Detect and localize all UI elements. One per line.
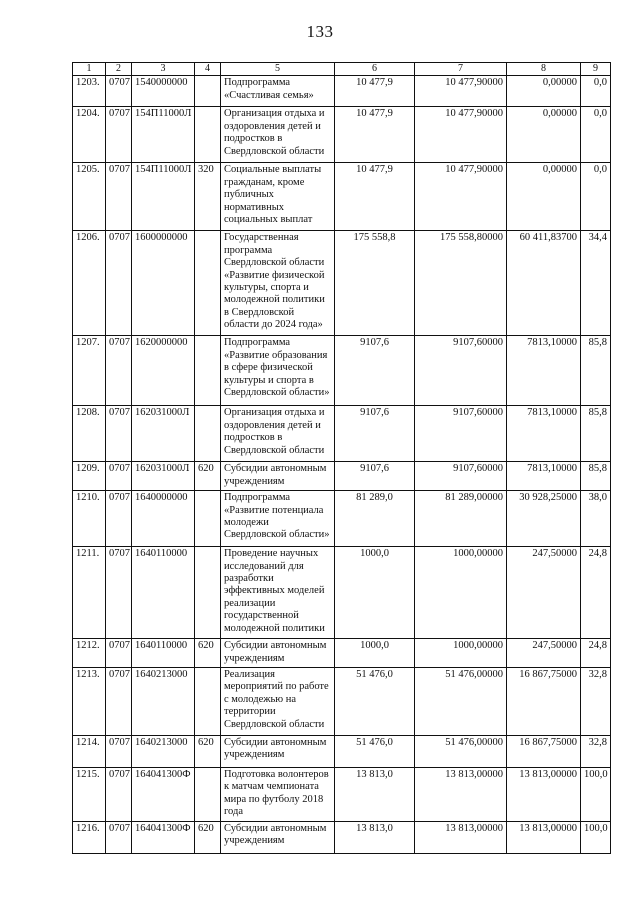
row-number-cell: 1215. <box>73 768 106 822</box>
table-body <box>73 76 611 853</box>
item-name-cell: Организация отдыха и оздоровления детей и подростков в Свердловской области <box>221 406 335 462</box>
percent-cell: 32,8 <box>581 668 611 736</box>
table-row <box>73 821 611 853</box>
table-row <box>73 491 611 547</box>
plan-amount-cell: 10 477,9 <box>335 76 415 107</box>
row-number-cell: 1213. <box>73 668 106 736</box>
target-code-cell: 1620000000 <box>132 336 195 406</box>
target-code-cell: 154П11000Л <box>132 107 195 163</box>
allocated-amount-cell: 51 476,00000 <box>415 668 507 736</box>
row-number-cell: 1211. <box>73 547 106 639</box>
allocated-amount-cell: 13 813,00000 <box>415 821 507 853</box>
item-name-cell: Субсидии автономным учреждениям <box>221 639 335 668</box>
executed-amount-cell: 0,00000 <box>507 107 581 163</box>
item-name-cell: Государственная программа Свердловской области «Развитие физической культуры, спорта и молодежной политики в Свердловской области до 2024 года» <box>221 231 335 336</box>
column-header: 2 <box>106 63 132 76</box>
allocated-amount-cell: 10 477,90000 <box>415 163 507 231</box>
executed-amount-cell: 13 813,00000 <box>507 821 581 853</box>
expense-type-cell <box>195 768 221 822</box>
table-row <box>73 76 611 107</box>
allocated-amount-cell: 9107,60000 <box>415 336 507 406</box>
target-code-cell: 162031000Л <box>132 462 195 491</box>
table-row <box>73 462 611 491</box>
executed-amount-cell: 0,00000 <box>507 76 581 107</box>
allocated-amount-cell: 1000,00000 <box>415 639 507 668</box>
plan-amount-cell: 1000,0 <box>335 547 415 639</box>
section-code-cell: 0707 <box>106 231 132 336</box>
column-header: 5 <box>221 63 335 76</box>
plan-amount-cell: 9107,6 <box>335 462 415 491</box>
item-name-cell: Субсидии автономным учреждениям <box>221 821 335 853</box>
item-name-cell: Подпрограмма «Развитие образования в сфере физической культуры и спорта в Свердловской области» <box>221 336 335 406</box>
percent-cell: 85,8 <box>581 336 611 406</box>
plan-amount-cell: 1000,0 <box>335 639 415 668</box>
row-number-cell: 1209. <box>73 462 106 491</box>
expense-type-cell: 620 <box>195 821 221 853</box>
executed-amount-cell: 0,00000 <box>507 163 581 231</box>
percent-cell: 0,0 <box>581 76 611 107</box>
table-row <box>73 547 611 639</box>
plan-amount-cell: 51 476,0 <box>335 736 415 768</box>
section-code-cell: 0707 <box>106 668 132 736</box>
column-header: 3 <box>132 63 195 76</box>
item-name-cell: Реализация мероприятий по работе с молодежью на территории Свердловской области <box>221 668 335 736</box>
percent-cell: 85,8 <box>581 462 611 491</box>
section-code-cell: 0707 <box>106 768 132 822</box>
row-number-cell: 1206. <box>73 231 106 336</box>
target-code-cell: 1640000000 <box>132 491 195 547</box>
target-code-cell: 164041300Ф <box>132 768 195 822</box>
plan-amount-cell: 81 289,0 <box>335 491 415 547</box>
table-row <box>73 639 611 668</box>
allocated-amount-cell: 10 477,90000 <box>415 76 507 107</box>
table-row <box>73 406 611 462</box>
executed-amount-cell: 7813,10000 <box>507 336 581 406</box>
executed-amount-cell: 247,50000 <box>507 639 581 668</box>
row-number-cell: 1205. <box>73 163 106 231</box>
budget-table <box>72 62 611 854</box>
percent-cell: 0,0 <box>581 107 611 163</box>
table-row <box>73 163 611 231</box>
table-row <box>73 768 611 822</box>
expense-type-cell <box>195 668 221 736</box>
section-code-cell: 0707 <box>106 406 132 462</box>
column-header: 9 <box>581 63 611 76</box>
item-name-cell: Подпрограмма «Развитие потенциала молодежи Свердловской области» <box>221 491 335 547</box>
allocated-amount-cell: 51 476,00000 <box>415 736 507 768</box>
item-name-cell: Подпрограмма «Счастливая семья» <box>221 76 335 107</box>
section-code-cell: 0707 <box>106 336 132 406</box>
percent-cell: 0,0 <box>581 163 611 231</box>
expense-type-cell <box>195 406 221 462</box>
page-number: 133 <box>306 22 334 41</box>
section-code-cell: 0707 <box>106 639 132 668</box>
column-header: 8 <box>507 63 581 76</box>
column-header: 4 <box>195 63 221 76</box>
column-header: 1 <box>73 63 106 76</box>
executed-amount-cell: 16 867,75000 <box>507 668 581 736</box>
expense-type-cell <box>195 491 221 547</box>
row-number-cell: 1216. <box>73 821 106 853</box>
row-number-cell: 1203. <box>73 76 106 107</box>
percent-cell: 85,8 <box>581 406 611 462</box>
executed-amount-cell: 7813,10000 <box>507 406 581 462</box>
table-row <box>73 668 611 736</box>
percent-cell: 24,8 <box>581 547 611 639</box>
expense-type-cell: 620 <box>195 736 221 768</box>
target-code-cell: 1640213000 <box>132 668 195 736</box>
expense-type-cell <box>195 231 221 336</box>
percent-cell: 32,8 <box>581 736 611 768</box>
executed-amount-cell: 7813,10000 <box>507 462 581 491</box>
table-row <box>73 107 611 163</box>
allocated-amount-cell: 1000,00000 <box>415 547 507 639</box>
allocated-amount-cell: 13 813,00000 <box>415 768 507 822</box>
plan-amount-cell: 13 813,0 <box>335 821 415 853</box>
expense-type-cell: 620 <box>195 639 221 668</box>
percent-cell: 38,0 <box>581 491 611 547</box>
expense-type-cell <box>195 107 221 163</box>
target-code-cell: 154П11000Л <box>132 163 195 231</box>
target-code-cell: 162031000Л <box>132 406 195 462</box>
item-name-cell: Субсидии автономным учреждениям <box>221 736 335 768</box>
percent-cell: 100,0 <box>581 768 611 822</box>
target-code-cell: 1640110000 <box>132 639 195 668</box>
target-code-cell: 1640110000 <box>132 547 195 639</box>
expense-type-cell <box>195 336 221 406</box>
executed-amount-cell: 16 867,75000 <box>507 736 581 768</box>
row-number-cell: 1204. <box>73 107 106 163</box>
table-row <box>73 736 611 768</box>
plan-amount-cell: 9107,6 <box>335 336 415 406</box>
item-name-cell: Подготовка волонтеров к матчам чемпионата мира по футболу 2018 года <box>221 768 335 822</box>
target-code-cell: 1640213000 <box>132 736 195 768</box>
item-name-cell: Проведение научных исследований для разработки эффективных моделей реализации государственной молодежной политики <box>221 547 335 639</box>
expense-type-cell: 320 <box>195 163 221 231</box>
allocated-amount-cell: 175 558,80000 <box>415 231 507 336</box>
target-code-cell: 164041300Ф <box>132 821 195 853</box>
section-code-cell: 0707 <box>106 107 132 163</box>
plan-amount-cell: 9107,6 <box>335 406 415 462</box>
expense-type-cell <box>195 547 221 639</box>
percent-cell: 24,8 <box>581 639 611 668</box>
target-code-cell: 1540000000 <box>132 76 195 107</box>
plan-amount-cell: 10 477,9 <box>335 163 415 231</box>
section-code-cell: 0707 <box>106 547 132 639</box>
table-row <box>73 231 611 336</box>
section-code-cell: 0707 <box>106 821 132 853</box>
executed-amount-cell: 13 813,00000 <box>507 768 581 822</box>
section-code-cell: 0707 <box>106 462 132 491</box>
executed-amount-cell: 247,50000 <box>507 547 581 639</box>
table-header-row <box>73 63 611 76</box>
plan-amount-cell: 175 558,8 <box>335 231 415 336</box>
allocated-amount-cell: 81 289,00000 <box>415 491 507 547</box>
expense-type-cell: 620 <box>195 462 221 491</box>
row-number-cell: 1207. <box>73 336 106 406</box>
allocated-amount-cell: 10 477,90000 <box>415 107 507 163</box>
percent-cell: 100,0 <box>581 821 611 853</box>
row-number-cell: 1212. <box>73 639 106 668</box>
row-number-cell: 1210. <box>73 491 106 547</box>
section-code-cell: 0707 <box>106 163 132 231</box>
section-code-cell: 0707 <box>106 736 132 768</box>
column-header: 6 <box>335 63 415 76</box>
row-number-cell: 1214. <box>73 736 106 768</box>
plan-amount-cell: 10 477,9 <box>335 107 415 163</box>
executed-amount-cell: 60 411,83700 <box>507 231 581 336</box>
plan-amount-cell: 51 476,0 <box>335 668 415 736</box>
percent-cell: 34,4 <box>581 231 611 336</box>
plan-amount-cell: 13 813,0 <box>335 768 415 822</box>
target-code-cell: 1600000000 <box>132 231 195 336</box>
item-name-cell: Субсидии автономным учреждениям <box>221 462 335 491</box>
row-number-cell: 1208. <box>73 406 106 462</box>
item-name-cell: Социальные выплаты гражданам, кроме публичных нормативных социальных выплат <box>221 163 335 231</box>
expense-type-cell <box>195 76 221 107</box>
table-row <box>73 336 611 406</box>
item-name-cell: Организация отдыха и оздоровления детей и подростков в Свердловской области <box>221 107 335 163</box>
section-code-cell: 0707 <box>106 491 132 547</box>
executed-amount-cell: 30 928,25000 <box>507 491 581 547</box>
allocated-amount-cell: 9107,60000 <box>415 462 507 491</box>
column-header: 7 <box>415 63 507 76</box>
section-code-cell: 0707 <box>106 76 132 107</box>
allocated-amount-cell: 9107,60000 <box>415 406 507 462</box>
